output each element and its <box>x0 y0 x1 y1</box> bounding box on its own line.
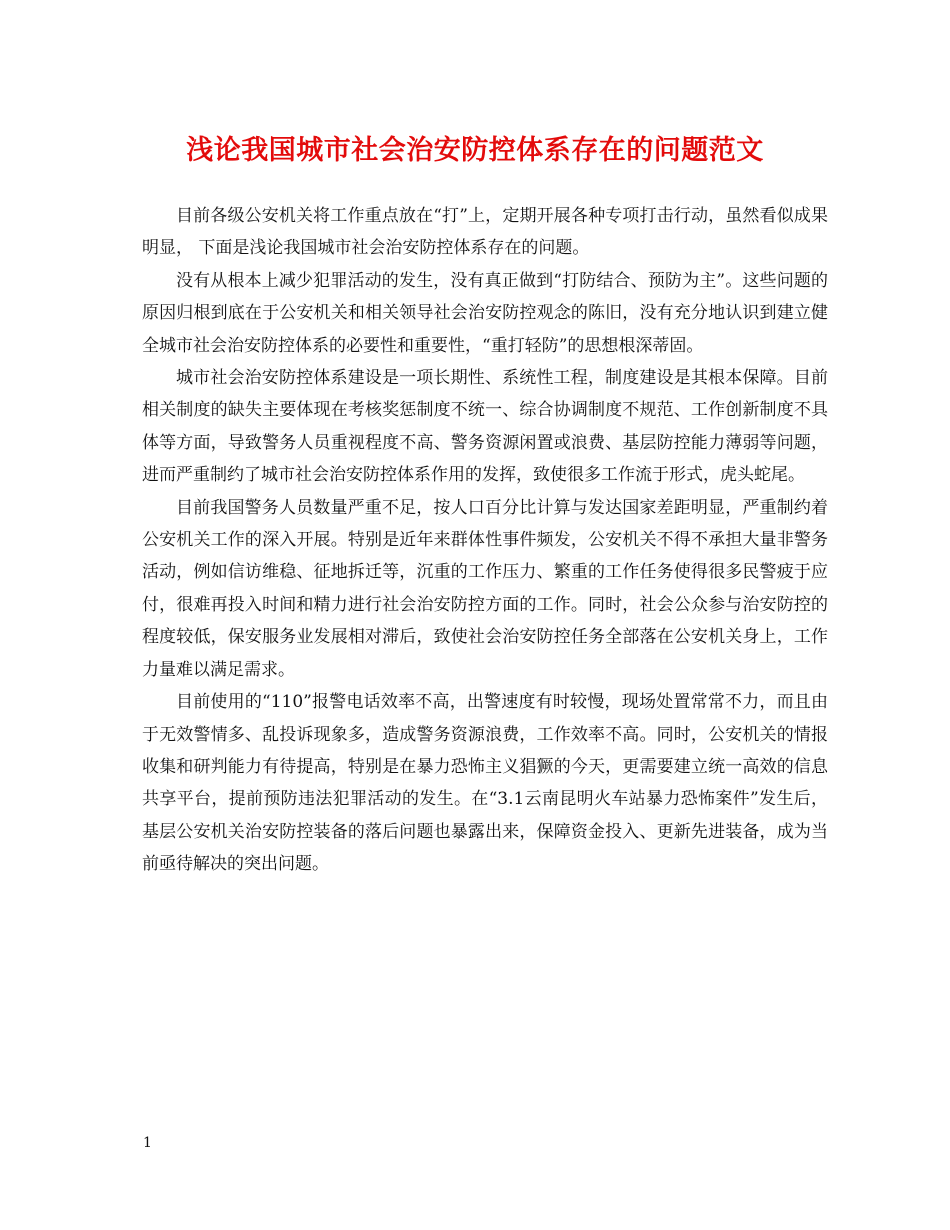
paragraph-1: 目前各级公安机关将工作重点放在“打”上，定期开展各种专项打击行动，虽然看似成果明显， 下面是浅论我国城市社会治安防控体系存在的问题。 <box>142 206 828 259</box>
paragraph-3: 城市社会治安防控体系建设是一项长期性、系统性工程，制度建设是其根本保障。目前相关制度的缺失主要体现在考核奖惩制度不统一、综合协调制度不规范、工作创新制度不具体等方面，导致警务人员重视程度不高、警务资源闲置或浪费、基层防控能力薄弱等问题，进而严重制约了城市社会治安防控体系作用的发挥，致使很多工作流于形式，虎头蛇尾。 <box>142 368 828 486</box>
paragraph-5: 目前使用的“110”报警电话效率不高，出警速度有时较慢，现场处置常常不力，而且由于无效警情多、乱投诉现象多，造成警务资源浪费，工作效率不高。同时，公安机关的情报收集和研判能力有待提高，特别是在暴力恐怖主义猖獗的今天，更需要建立统一高效的信息共享平台，提前预防违法犯罪活动的发生。在“3.1云南昆明火车站暴力恐怖案件”发生后，基层公安机关治安防控装备的落后问题也暴露出来，保障资金投入、更新先进装备，成为当前亟待解决的突出问题。 <box>142 692 828 875</box>
document-body <box>142 200 828 881</box>
page-number: 1 <box>143 1135 152 1151</box>
paragraph-2: 没有从根本上减少犯罪活动的发生，没有真正做到“打防结合、预防为主”。这些问题的原因归根到底在于公安机关和相关领导社会治安防控观念的陈旧，没有充分地认识到建立健全城市社会治安防控体系的必要性和重要性，“重打轻防”的思想根深蒂固。 <box>142 270 828 356</box>
document-title: 浅论我国城市社会治安防控体系存在的问题范文 <box>186 135 764 166</box>
paragraph-4: 目前我国警务人员数量严重不足，按人口百分比计算与发达国家差距明显，严重制约着公安机关工作的深入开展。特别是近年来群体性事件频发，公安机关不得不承担大量非警务活动，例如信访维稳、征地拆迁等，沉重的工作压力、繁重的工作任务使得很多民警疲于应付，很难再投入时间和精力进行社会治安防控方面的工作。同时，社会公众参与治安防控的程度较低，保安服务业发展相对滞后，致使社会治安防控任务全部落在公安机关身上，工作力量难以满足需求。 <box>142 497 828 680</box>
